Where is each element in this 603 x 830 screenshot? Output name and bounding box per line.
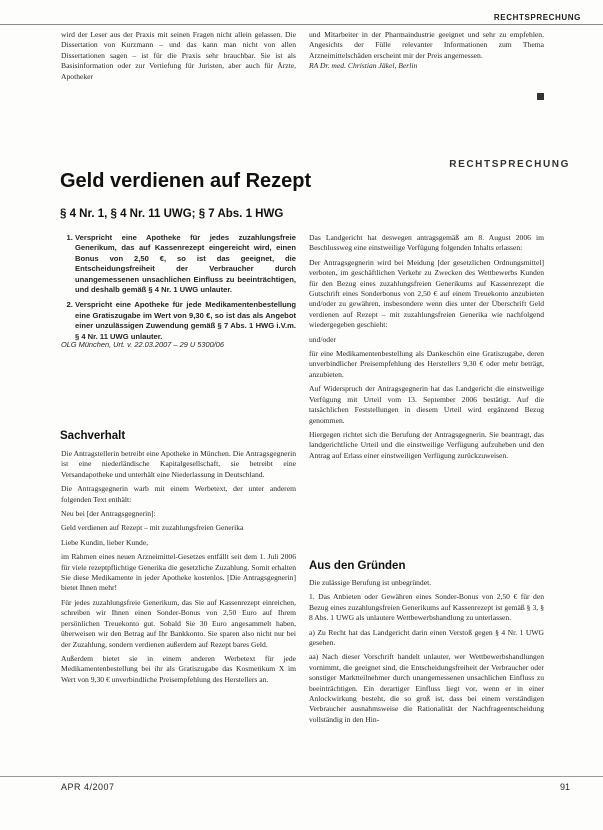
paragraph: Hiergegen richtet sich die Berufung der Antragsgegnerin. Sie beantragt, das landgerichtliche Urteil und die einstweilige Verfügung aufzuheben und den Antrag auf Erlass einer einstweiligen Verfügung zurückzuweisen.	[309, 429, 544, 460]
gruende-body	[309, 578, 544, 729]
end-mark-icon	[537, 93, 544, 100]
heading-sachverhalt: Sachverhalt	[60, 430, 126, 442]
paragraph: im Rahmen eines neuen Arzneimittel-Gesetzes entfällt seit dem 1. Juli 2006 für viele rezeptpflichtige Generika die gesetzliche Zuzahlung. Somit erhalten Sie diese Medikamente in jeder Apotheke kostenlos. [Die Antragsgegnerin] bietet Ihnen mehr!	[61, 552, 296, 593]
paragraph: a) Zu Recht hat das Landgericht darin einen Verstoß gegen § 4 Nr. 1 UWG gesehen.	[309, 627, 544, 648]
sachverhalt-body	[61, 449, 296, 689]
paragraph: und/oder	[309, 334, 336, 344]
paragraph: 1. Das Anbieten oder Gewähren eines Sonder-Bonus von 2,50 € für den Bezug eines zuzahlungsfreien Generikums auf Kassenrezept ist gemäß § 3, § 8 Abs. 1 UWG als unlautere Wettbewerbshandlung zu unterlassen.	[309, 592, 544, 623]
paragraph: Außerdem bietet sie in einem anderen Werbetext für jede Medikamentenbestellung bei ihr als Gratiszugabe das Kosmetikum X im Wert von 9,30 € unverbindliche Preisempfehlung des Herstellers an.	[61, 653, 296, 684]
paragraph: Für jedes zuzahlungsfreie Generikum, das Sie auf Kassenrezept einreichen, schreiben wir Ihnen einen Sonder-Bonus von 2,50 Euro auf Ihrem persönlichen Treuekonto gut. Sobald Sie 30 Euro angesammelt haben, überweisen wir den Betrag auf Ihr Bankkonto. Sie sparen also nicht nur bei der Zuzahlung, sondern verdienen außerdem auf Rezept bares Geld.	[61, 597, 296, 649]
paragraph: Das Landgericht hat deswegen antragsgemäß am 8. August 2006 im Beschlussweg eine einstweilige Verfügung folgenden Inhalts erlassen:	[309, 233, 544, 253]
article-title: Geld verdienen auf Rezept	[60, 170, 312, 192]
headnote-2: 2. Verspricht eine Apotheke für jede Medikamentenbestellung eine Gratiszugabe im Wert von 9,30 €, so ist das als Angebot einer unzulässigen Zuwendung gemäß § 7 Abs. 1 HWG i.V.m. § 4 Nr. 11 UWG unlauter.	[75, 300, 296, 342]
quote-line: Geld verdienen auf Rezept – mit zuzahlungsfreien Generika	[61, 523, 244, 533]
headnotes	[61, 233, 296, 347]
review-author: RA Dr. med. Christian Jäkel, Berlin	[309, 61, 418, 71]
paragraph: Der Antragsgegnerin wird bei Meidung [der gesetzlichen Ordnungsmittel] verboten, im geschäftlichen Verkehr zu Zwecken des Wettbewerbs Kunden für den Bezug eines zuzahlungsfreien Generikums auf Kassenrezept die Gutschrift eines Sonderbonus von 2,50 € auf einem Treuekonto anzubieten und/oder zu gewähren, insbesondere wenn dies unter der Überschrift Geld verdienen auf Rezept – mit zuzahlungsfreien Generika wie nachfolgend wiedergegeben geschieht:	[309, 257, 544, 330]
review-text-left: wird der Leser aus der Praxis mit seinen Fragen nicht allein gelassen. Die Dissertation von Kurzmann – und das kann man nicht von allen Dissertationen sagen – ist für die Praxis sehr brauchbar. Sie ist als Basisinformation oder zur Vertiefung für Juristen, aber auch für Ärzte, Apotheker	[61, 30, 296, 81]
paragraph: Auf Widerspruch der Antragsgegnerin hat das Landgericht die einstweilige Verfügung mit Urteil vom 13. September 2006 bestätigt. Auf die tatsächlichen Feststellungen in diesem Urteil wird ergänzend Bezug genommen.	[309, 384, 544, 425]
paragraph: Die zulässige Berufung ist unbegründet.	[309, 578, 432, 587]
court-citation: OLG München, Urt. v. 22.03.2007 – 29 U 5300/06	[61, 340, 224, 349]
review-text-right: und Mitarbeiter in der Pharmaindustrie geeignet und sehr zu empfehlen. Angesichts der Fülle relevanter Informationen zum Thema Arzneimittelschäden erscheint mir der Preis angemessen.	[309, 30, 544, 60]
quote-line: Neu bei [der Antragsgegnerin]:	[61, 509, 156, 519]
paragraph: Die Antragsgegnerin warb mit einem Werbetext, der unter anderem folgenden Text enthält:	[61, 484, 296, 504]
heading-gruende: Aus den Gründen	[309, 560, 406, 572]
article-subtitle: § 4 Nr. 1, § 4 Nr. 11 UWG; § 7 Abs. 1 HWG	[60, 208, 284, 220]
paragraph: aa) Nach dieser Vorschrift handelt unlauter, wer Wettbewerbshandlungen vornimmt, die geeignet sind, die Entscheidungsfreiheit der Verbraucher oder sonstiger Marktteilnehmer durch unangemessenen unsachlichen Einfluss zu beeinträchtigen. Ein derartiger Einfluss liegt vor, wenn er in einer Anlockwirkung besteht, die so groß ist, dass bei einem verständigen Verbraucher ausnahmsweise die Rationalität der Nachfrageentscheidung vollständig in den Hin-	[309, 652, 544, 724]
article-section-label: RECHTSPRECHUNG	[449, 159, 570, 170]
quote-line: Liebe Kundin, lieber Kunde,	[61, 537, 149, 547]
review-end-left	[61, 30, 296, 86]
paragraph: für eine Medikamentenbestellung als Dankeschön eine Gratiszugabe, deren unverbindlicher Preisempfehlung des Herstellers 9,30 € oder mehr beträgt, anzubieten.	[309, 349, 544, 379]
right-column-body	[309, 233, 544, 465]
headnote-1: 1. Verspricht eine Apotheke für jedes zuzahlungsfreie Generikum, das auf Kassenrezept eingereicht wird, einen Bonus von 2,50 €, so ist das geeignet, die Entscheidungsfreiheit der Verbraucher durch unangemessenen unsachlichen Einfluss zu beeinträchtigen, und deshalb gemäß § 4 Nr. 1 UWG unlauter.	[75, 233, 296, 295]
running-header: RECHTSPRECHUNG	[493, 13, 581, 22]
header-rule	[0, 24, 603, 25]
paragraph: Die Antragstellerin betreibt eine Apotheke in München. Die Antragsgegnerin ist eine niederländische Kapitalgesellschaft, sie betreibt eine Versandapotheke und unterhält eine Niederlassung in Deutschland.	[61, 449, 296, 479]
journal-issue: APR 4/2007	[61, 782, 115, 792]
page-number: 91	[559, 782, 570, 792]
footer-rule	[0, 776, 603, 777]
review-end-right	[309, 30, 544, 102]
